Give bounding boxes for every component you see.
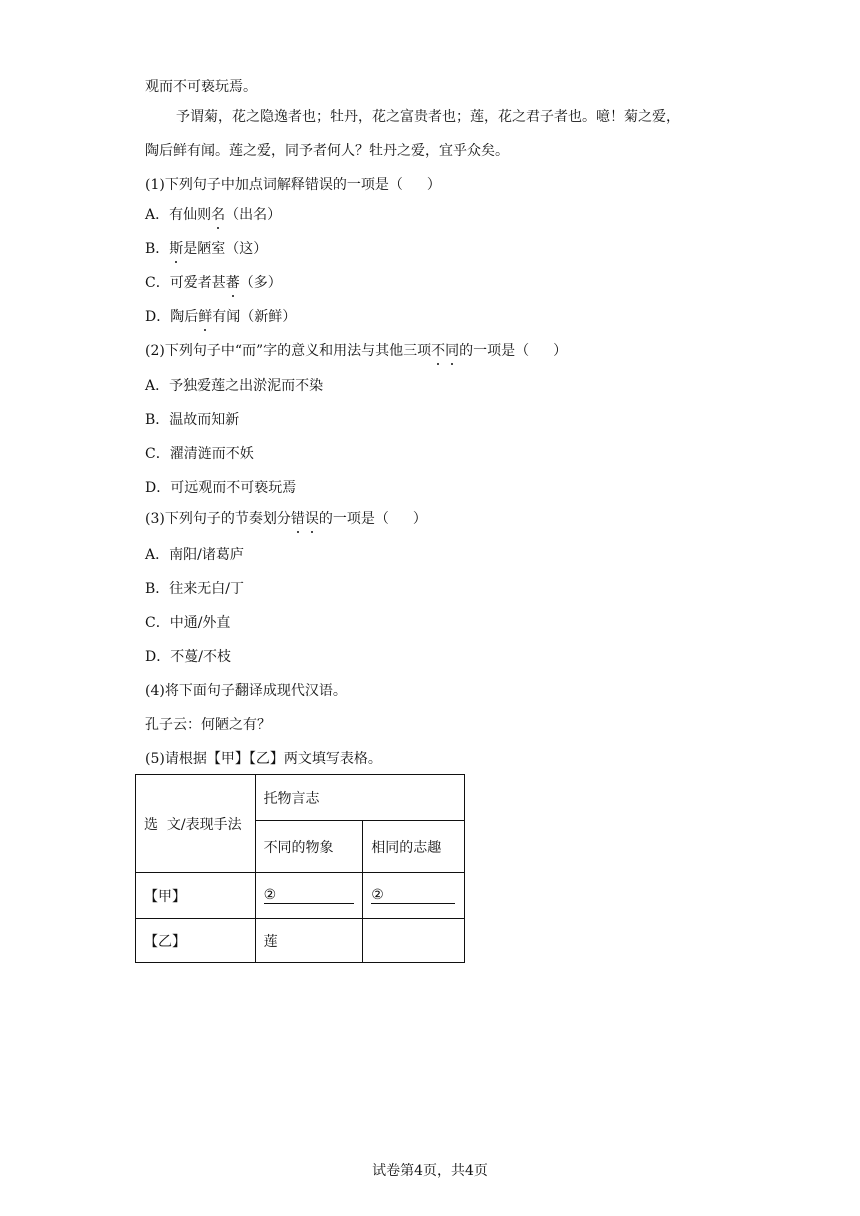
question-2-option-a: A．予独爱莲之出淤泥而不染 [145,378,324,394]
question-2-option-c: C．濯清涟而不妖 [145,446,254,462]
table-method-header: 托物言志 [255,775,464,821]
table-row-label-jia: 【甲】 [136,873,256,919]
table-cell-lotus: 莲 [255,919,363,963]
answer-table [135,774,465,963]
dotted-word: 同 [445,343,460,359]
question-5-stem: (5)请根据【甲】【乙】两文填写表格。 [145,751,382,767]
dotted-word: 错 [290,511,305,527]
passage-line-2: 予谓菊，花之隐逸者也；牡丹，花之富贵者也；莲，花之君子者也。噫！菊之爱， [176,109,680,125]
dotted-word: 蕃 [225,275,240,291]
dotted-word: 不 [431,343,446,359]
question-1-stem [145,175,441,195]
question-3-option-c: C．中通/外直 [145,615,231,631]
question-1-option-a: A．有仙则名（出名） [145,207,282,223]
question-2-stem: (2)下列句子中“而”字的意义和用法与其他三项不同的一项是（ ） [145,343,568,359]
table-cell-blank[interactable]: ② [255,873,363,919]
question-1-stem-close: ） [426,177,441,193]
question-4-sentence: 孔子云：何陋之有？ [145,717,271,733]
question-1-option-b: B．斯是陋室（这） [145,241,268,257]
dotted-word: 斯 [169,241,184,257]
table-cell-empty[interactable] [363,919,465,963]
question-1-option-c: C．可爱者甚蕃（多） [145,275,282,291]
question-1-stem-text: (1)下列句子中加点词解释错误的一项是（ [145,177,403,193]
dotted-word: 鲜 [198,309,213,325]
question-3-option-d: D．不蔓/不枝 [145,649,231,665]
question-3-option-b: B．往来无白/丁 [145,581,245,597]
passage-line-1: 观而不可亵玩焉。 [145,79,257,95]
page-footer: 试卷第4页，共4页 [372,1163,488,1179]
question-4-stem: (4)将下面句子翻译成现代汉语。 [145,683,347,699]
question-2-option-d: D．可远观而不可亵玩焉 [145,480,297,496]
table-cell-blank[interactable]: ② [363,873,465,919]
question-1-option-d: D．陶后鲜有闻（新鲜） [145,309,297,325]
question-2-option-b: B．温故而知新 [145,412,240,428]
question-3-stem: (3)下列句子的节奏划分错误的一项是（ ） [145,511,427,527]
table-col-aspirations: 相同的志趣 [363,821,465,873]
dotted-word: 名 [211,207,226,223]
table-col-objects: 不同的物象 [255,821,363,873]
table-row-header: 选 文/表现手法 [136,775,256,873]
question-3-option-a: A．南阳/诸葛庐 [145,547,244,563]
dotted-word: 误 [304,511,319,527]
table-row-label-yi: 【乙】 [136,919,256,963]
passage-line-3: 陶后鲜有闻。莲之爱，同予者何人？牡丹之爱，宜乎众矣。 [145,143,509,159]
